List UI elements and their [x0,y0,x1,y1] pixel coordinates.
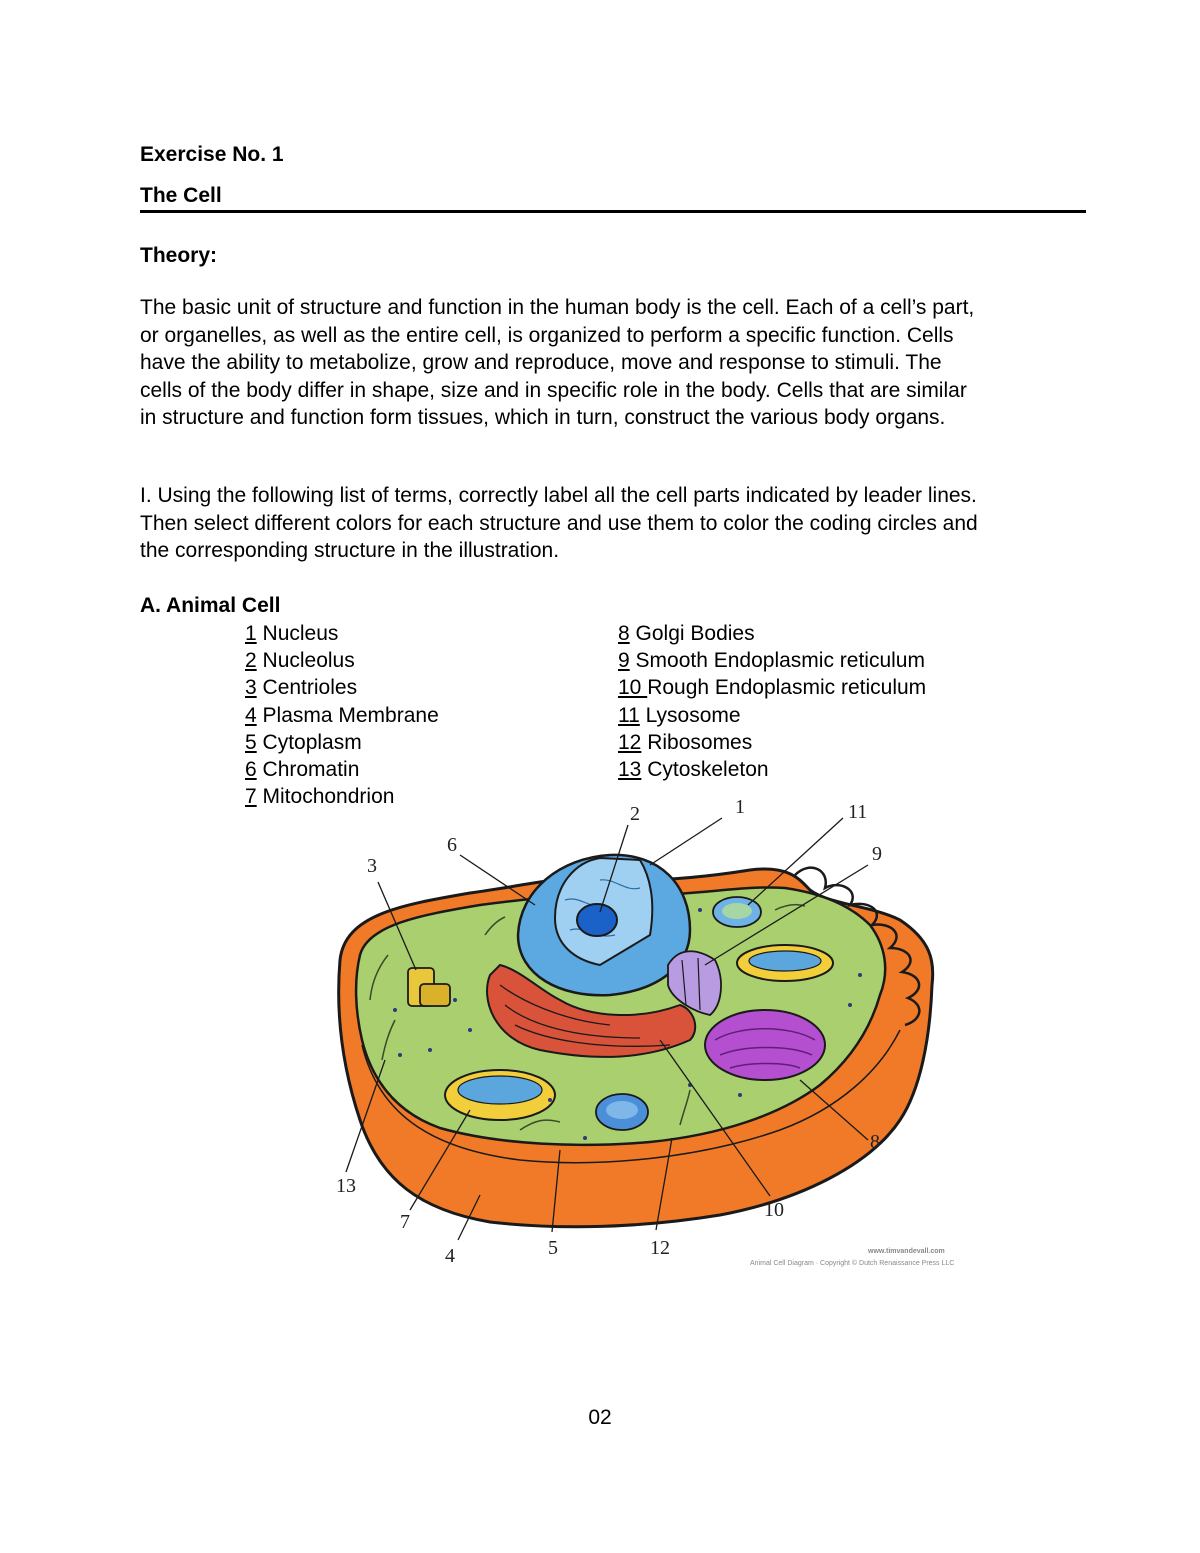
term-label: Centrioles [256,676,358,700]
term-item [618,620,926,647]
lysosome-shape-upper [713,897,761,927]
term-item [245,729,439,756]
term-label: Chromatin [256,758,360,782]
term-label: Ribosomes [641,730,753,754]
credit-text: Animal Cell Diagram · Copyright © Dutch Renaissance Press LLC [750,1260,955,1267]
term-label: Mitochondrion [256,785,395,809]
diagram-label-5: 5 [548,1237,558,1259]
diagram-label-9: 9 [872,843,882,865]
term-number: 13 [618,758,642,782]
theory-heading: Theory: [140,244,218,267]
theory-paragraph [140,294,1090,432]
term-item [245,702,439,729]
instruction-line: the corresponding structure in the illustration. [140,539,560,562]
term-number: 4 [245,703,257,727]
term-label: Lysosome [639,703,741,727]
diagram-label-4: 4 [445,1245,455,1267]
diagram-label-8: 8 [870,1131,880,1153]
diagram-label-3: 3 [367,855,377,877]
diagram-label-2: 2 [630,803,640,825]
term-item [618,647,926,674]
theory-line: cells of the body differ in shape, size and in specific role in the body. Cells that are similar [140,378,967,402]
lysosome-shape-lower [596,1094,648,1130]
term-number: 10 [618,676,648,700]
diagram-label-10: 10 [764,1199,784,1221]
term-label: Nucleus [256,622,339,645]
diagram-label-12: 12 [650,1237,670,1259]
term-item [618,674,926,701]
mitochondrion-shape-upper [737,945,833,981]
term-item [618,729,926,756]
term-label: Rough Endoplasmic reticulum [647,676,927,700]
term-number: 5 [245,730,257,754]
page-title: The Cell [140,184,222,207]
term-item [245,647,439,674]
diagram-label-13: 13 [336,1175,356,1197]
diagram-label-1: 1 [735,796,745,818]
theory-line: The basic unit of structure and function in the human body is the cell. Each of a cell’s part, [140,296,975,319]
mitochondrion-shape-lower [445,1070,555,1120]
theory-line: have the ability to metabolize, grow and reproduce, move and response to stimuli. The [140,351,942,374]
page-number: 02 [588,1406,612,1429]
terms-list-right [618,620,926,783]
diagram-label-11: 11 [848,801,868,823]
term-number: 6 [245,758,257,782]
term-number: 3 [245,676,257,700]
golgi-shape [705,1010,825,1080]
animal-cell-diagram [320,780,980,1280]
instruction-paragraph [140,482,1090,565]
theory-line: in structure and function form tissues, which in turn, construct the various body organs. [140,406,946,429]
credit-site: www.timvandevall.com [868,1248,945,1255]
term-item [618,702,926,729]
term-number: 2 [245,649,257,673]
diagram-label-6: 6 [447,834,457,856]
animal-cell-heading: A. Animal Cell [140,594,281,617]
instruction-line: I. Using the following list of terms, correctly label all the cell parts indicated by leader lines. [140,484,977,507]
term-number: 8 [618,622,630,645]
diagram-label-7: 7 [400,1211,410,1233]
term-label: Plasma Membrane [256,703,439,727]
term-number: 1 [245,622,257,645]
term-label: Cytoplasm [256,730,362,754]
term-number: 7 [245,785,257,809]
term-item [245,620,439,647]
exercise-title: Exercise No. 1 [140,143,284,166]
term-label: Cytoskeleton [641,758,769,782]
term-label: Golgi Bodies [629,622,755,645]
theory-line: or organelles, as well as the entire cell, is organized to perform a specific function. Cells [140,323,954,347]
instruction-line: Then select different colors for each structure and use them to color the coding circles and [140,511,978,535]
term-label: Nucleolus [256,649,355,673]
title-divider [140,210,1086,213]
term-number: 9 [618,649,630,673]
term-item [245,674,439,701]
nucleolus-shape [577,904,617,936]
nucleus-shape [518,855,690,995]
term-number: 11 [618,703,640,727]
term-label: Smooth Endoplasmic reticulum [629,649,925,673]
term-number: 12 [618,730,642,754]
